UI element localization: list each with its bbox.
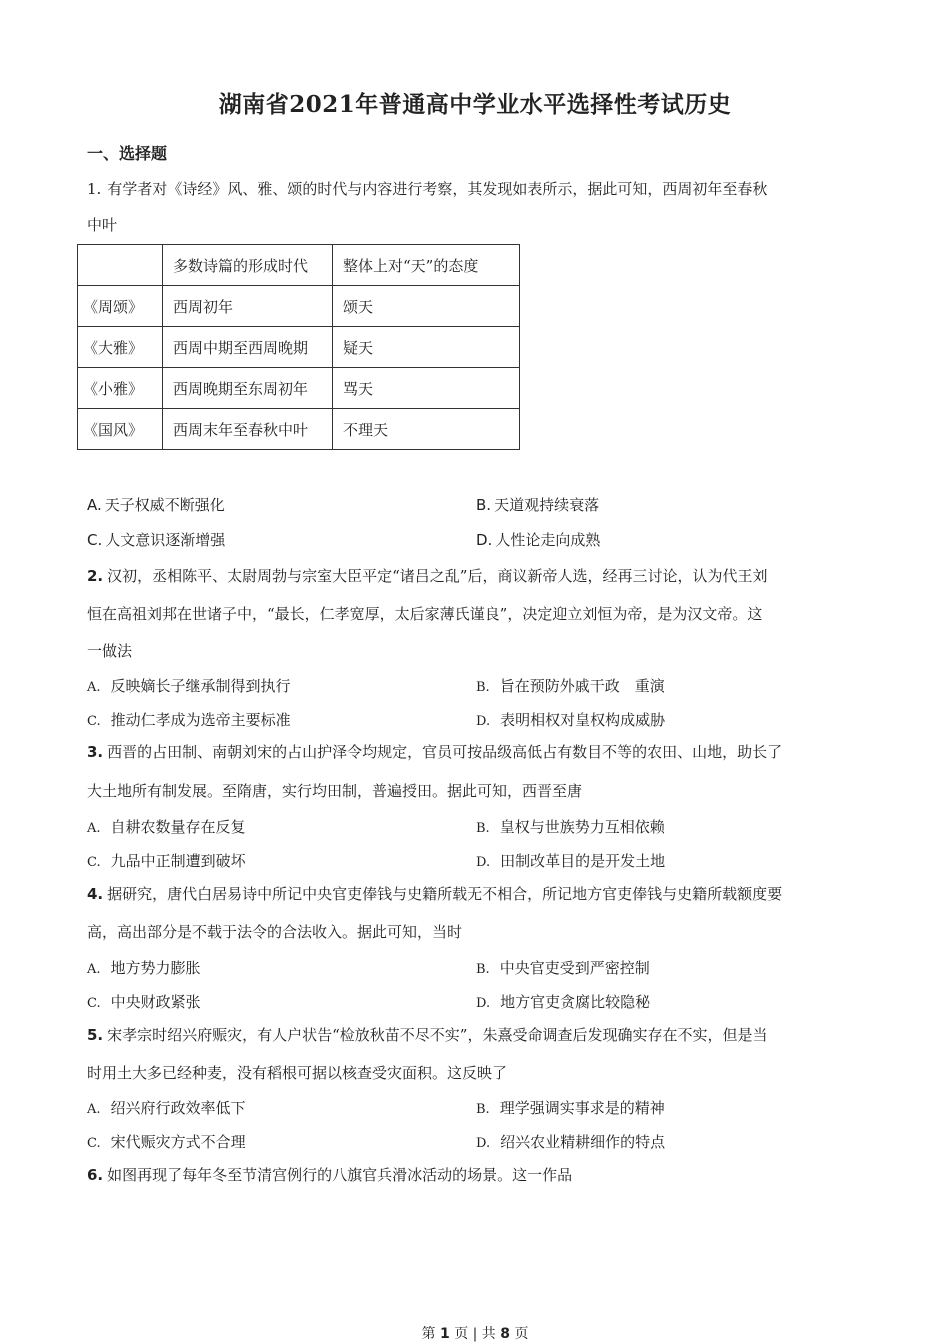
table-cell: 不理天 xyxy=(333,409,520,450)
section-heading: 一、选择题 xyxy=(87,144,168,163)
q3-option-c xyxy=(87,850,246,871)
q2-option-a xyxy=(87,675,291,696)
q3-line-2: 大土地所有制发展。至隋唐，实行均田制，普遍授田。据此可知，西晋至唐 xyxy=(87,782,583,800)
q5-option-d xyxy=(476,1131,665,1152)
footer-middle: 页 | 共 xyxy=(454,1326,496,1342)
option-text: 绍兴农业精耕细作的特点 xyxy=(500,1133,666,1151)
q6-line-1 xyxy=(87,1164,572,1185)
q3-stem: 西晋的占田制、南朝刘宋的占山护泽令均规定，官员可按品级高低占有数目不等的农田、山地，助长了 xyxy=(107,743,783,761)
option-text: 地方官吏贪腐比较隐秘 xyxy=(500,993,651,1011)
page-footer xyxy=(0,1323,950,1343)
q3-option-d xyxy=(476,850,665,871)
option-text: 表明相权对皇权构成威胁 xyxy=(500,711,666,729)
q4-number: 4. xyxy=(87,885,104,903)
option-text: 天道观持续衰落 xyxy=(494,496,600,514)
option-text: 天子权威不断强化 xyxy=(104,496,225,514)
q1-option-b xyxy=(476,494,599,515)
q2-stem: 汉初，丞相陈平、太尉周勃与宗室大臣平定“诸吕之乱”后，商议新帝人选，经再三讨论，认为代王刘 xyxy=(107,567,768,585)
option-letter: A. xyxy=(87,680,101,695)
footer-suffix: 页 xyxy=(514,1326,529,1342)
option-letter: D. xyxy=(476,714,491,729)
table-cell: 西周初年 xyxy=(163,286,333,327)
option-text: 宋代赈灾方式不合理 xyxy=(110,1133,246,1151)
option-letter: D. xyxy=(476,855,491,870)
table-cell: 疑天 xyxy=(333,327,520,368)
q4-option-a xyxy=(87,957,201,978)
option-text: 人性论走向成熟 xyxy=(495,531,601,549)
option-text: 旨在预防外戚干政 重演 xyxy=(499,677,665,695)
table-row xyxy=(78,368,520,409)
option-text: 人文意识逐渐增强 xyxy=(105,531,226,549)
option-letter: C. xyxy=(87,531,103,549)
option-letter: A. xyxy=(87,1102,101,1117)
option-letter: B. xyxy=(476,496,492,514)
q1-line-2: 中叶 xyxy=(87,216,118,234)
option-letter: B. xyxy=(476,821,490,836)
q4-line-1 xyxy=(87,883,782,904)
table-row xyxy=(78,286,520,327)
option-text: 反映嫡长子继承制得到执行 xyxy=(110,677,291,695)
q3-line-1 xyxy=(87,741,782,762)
option-letter: C. xyxy=(87,855,101,870)
q5-line-1 xyxy=(87,1024,767,1045)
table-cell: 西周末年至春秋中叶 xyxy=(163,409,333,450)
q5-option-c xyxy=(87,1131,246,1152)
table-header-cell: 整体上对“天”的态度 xyxy=(333,245,520,286)
q3-option-a xyxy=(87,816,246,837)
q2-line-1 xyxy=(87,565,767,586)
q3-number: 3. xyxy=(87,743,104,761)
table-cell: 颂天 xyxy=(333,286,520,327)
q2-number: 2. xyxy=(87,567,104,585)
option-letter: C. xyxy=(87,714,101,729)
option-text: 皇权与世族势力互相依赖 xyxy=(499,818,665,836)
option-letter: D. xyxy=(476,1136,491,1151)
q6-number: 6. xyxy=(87,1166,104,1184)
option-text: 地方势力膨胀 xyxy=(110,959,201,977)
option-text: 田制改革目的是开发土地 xyxy=(500,852,666,870)
option-text: 理学强调实事求是的精神 xyxy=(499,1099,665,1117)
option-letter: B. xyxy=(476,1102,490,1117)
table-row xyxy=(78,327,520,368)
q5-stem: 宋孝宗时绍兴府赈灾，有人户状告“检放秋苗不尽不实”，朱熹受命调查后发现确实存在不实，但是当 xyxy=(107,1026,768,1044)
q4-stem: 据研究，唐代白居易诗中所记中央官吏俸钱与史籍所载无不相合，所记地方官吏俸钱与史籍所载额度要 xyxy=(107,885,783,903)
table-header-row xyxy=(78,245,520,286)
footer-prefix: 第 xyxy=(421,1326,436,1342)
option-letter: B. xyxy=(476,680,490,695)
q2-option-b xyxy=(476,675,665,696)
option-letter: A. xyxy=(87,496,102,514)
table-cell: 骂天 xyxy=(333,368,520,409)
option-letter: C. xyxy=(87,1136,101,1151)
table-cell: 《大雅》 xyxy=(78,327,163,368)
option-text: 自耕农数量存在反复 xyxy=(110,818,246,836)
option-text: 中央财政紧张 xyxy=(110,993,201,1011)
table-row xyxy=(78,409,520,450)
q5-number: 5. xyxy=(87,1026,104,1044)
q2-option-d xyxy=(476,709,665,730)
table-cell: 西周晚期至东周初年 xyxy=(163,368,333,409)
option-text: 中央官吏受到严密控制 xyxy=(499,959,650,977)
option-letter: A. xyxy=(87,962,101,977)
exam-title: 湖南省2021年普通高中学业水平选择性考试历史 xyxy=(218,91,732,118)
q4-option-b xyxy=(476,957,650,978)
q4-line-2: 高，高出部分是不载于法令的合法收入。据此可知，当时 xyxy=(87,923,463,941)
option-text: 绍兴府行政效率低下 xyxy=(110,1099,246,1117)
table-cell: 《周颂》 xyxy=(78,286,163,327)
q5-option-b xyxy=(476,1097,665,1118)
option-text: 推动仁孝成为选帝主要标准 xyxy=(110,711,291,729)
q5-line-2: 时用土大多已经种麦，没有稻根可据以核查受灾面积。这反映了 xyxy=(87,1064,508,1082)
q1-line-1 xyxy=(87,178,767,199)
q1-option-a xyxy=(87,494,225,515)
q4-option-c xyxy=(87,991,201,1012)
table-header-cell: 多数诗篇的形成时代 xyxy=(163,245,333,286)
q2-line-2: 恒在高祖刘邦在世诸子中，“最长，仁孝宽厚，太后家薄氏谨良”，决定迎立刘恒为帝，是为汉文帝。这 xyxy=(87,605,763,623)
q2-line-3: 一做法 xyxy=(87,642,133,660)
option-text: 九品中正制遭到破坏 xyxy=(110,852,246,870)
q3-option-b xyxy=(476,816,665,837)
option-letter: D. xyxy=(476,531,493,549)
q4-option-d xyxy=(476,991,650,1012)
option-letter: B. xyxy=(476,962,490,977)
q1-option-c xyxy=(87,529,225,550)
q2-option-c xyxy=(87,709,291,730)
option-letter: A. xyxy=(87,821,101,836)
table-cell: 《小雅》 xyxy=(78,368,163,409)
q1-number: 1. xyxy=(87,180,102,198)
footer-page-number: 1 xyxy=(439,1326,450,1342)
footer-total-pages: 8 xyxy=(500,1326,511,1342)
q1-option-d xyxy=(476,529,600,550)
table-header-cell xyxy=(78,245,163,286)
table-cell: 《国风》 xyxy=(78,409,163,450)
option-letter: C. xyxy=(87,996,101,1011)
table-cell: 西周中期至西周晚期 xyxy=(163,327,333,368)
q5-option-a xyxy=(87,1097,246,1118)
q1-stem: 有学者对《诗经》风、雅、颂的时代与内容进行考察，其发现如表所示，据此可知，西周初年至春秋 xyxy=(107,180,768,198)
option-letter: D. xyxy=(476,996,491,1011)
q1-table xyxy=(77,244,520,450)
q6-stem: 如图再现了每年冬至节清宫例行的八旗官兵滑冰活动的场景。这一作品 xyxy=(107,1166,573,1184)
